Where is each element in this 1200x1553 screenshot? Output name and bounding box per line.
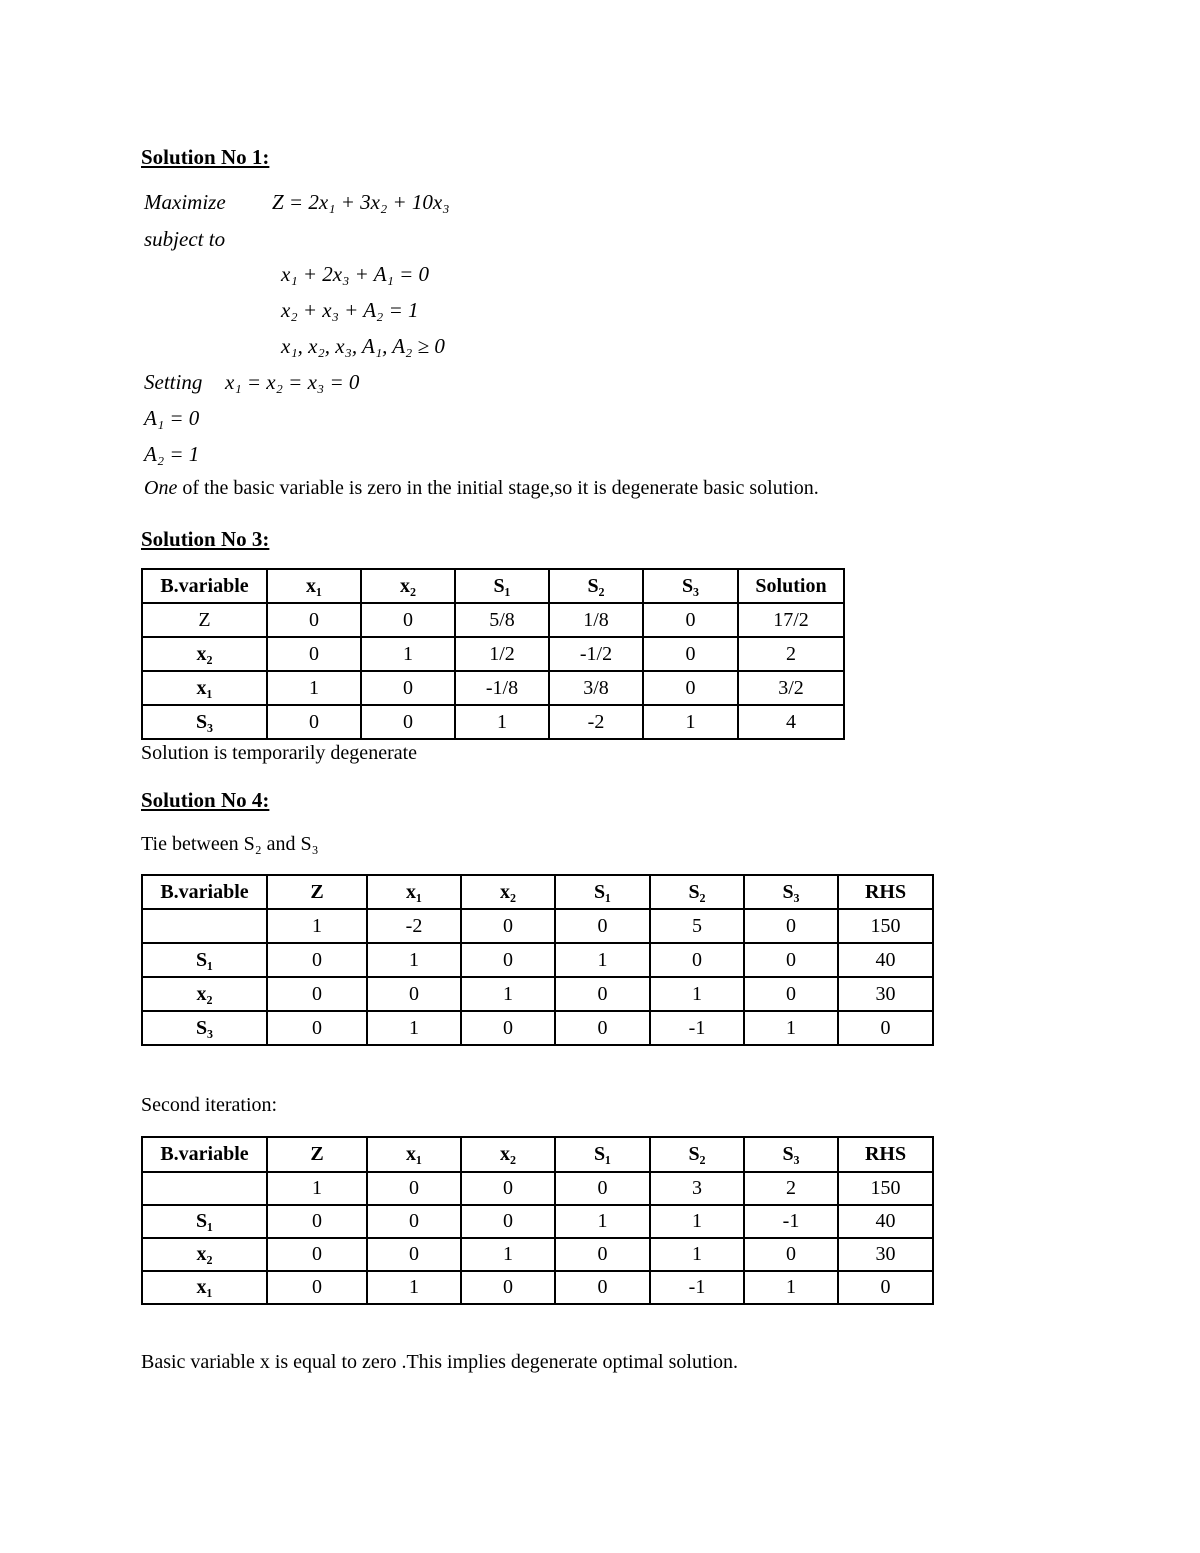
table-cell: -2 <box>549 705 643 739</box>
table-cell: 0 <box>650 943 744 977</box>
header-cell: B.variable <box>142 569 267 603</box>
table-row <box>142 1011 933 1045</box>
table-cell: 0 <box>267 1271 367 1304</box>
header-cell: x₂ <box>461 1137 555 1172</box>
table-cell: 0 <box>643 671 738 705</box>
table-cell: 0 <box>267 705 361 739</box>
table-row <box>142 1205 933 1238</box>
second-iteration-table <box>141 1136 934 1305</box>
table-cell: 0 <box>555 1011 650 1045</box>
table-row <box>142 1172 933 1205</box>
table-cell: 0 <box>838 1011 933 1045</box>
table-header-row <box>142 875 933 909</box>
conclusion-text: of the basic variable is zero in the initial stage,so it is degenerate basic solution. <box>182 477 819 499</box>
setting-equation: x₁ = x₂ = x₃ = 0 <box>225 370 360 394</box>
table-cell: x₂ <box>142 977 267 1011</box>
table-cell <box>142 909 267 943</box>
table-cell: 5/8 <box>455 603 549 637</box>
table-cell: 30 <box>838 1238 933 1271</box>
header-cell: x₂ <box>361 569 455 603</box>
degenerate-conclusion <box>144 477 819 500</box>
table-cell: 1 <box>367 1271 461 1304</box>
conclusion-italic: One <box>144 477 178 499</box>
table-cell: 0 <box>461 1172 555 1205</box>
table-row <box>142 1271 933 1304</box>
table-cell: 0 <box>267 1011 367 1045</box>
header-cell: Z <box>267 875 367 909</box>
table-cell: 1 <box>367 1011 461 1045</box>
table-cell: S₁ <box>142 1205 267 1238</box>
constraint-nonnegativity: x₁, x₂, x₃, A₁, A₂ ≥ 0 <box>281 334 445 358</box>
table-cell: 0 <box>461 1271 555 1304</box>
table-cell: 1 <box>361 637 455 671</box>
table-cell: 0 <box>744 1238 838 1271</box>
table-cell: 1 <box>367 943 461 977</box>
header-cell: S₃ <box>643 569 738 603</box>
table-cell: 0 <box>643 637 738 671</box>
tie-note: Tie between S₂ and S₃ <box>141 833 319 855</box>
optimal-conclusion: Basic variable x is equal to zero .This implies degenerate optimal solution. <box>141 1351 739 1373</box>
table-cell: x₂ <box>142 1238 267 1271</box>
constraint-2: x₂ + x₃ + A₂ = 1 <box>281 298 419 322</box>
a1-value: A₁ = 0 <box>144 406 200 430</box>
header-cell: x₂ <box>461 875 555 909</box>
table-cell: 17/2 <box>738 603 844 637</box>
table-cell: 3 <box>650 1172 744 1205</box>
header-cell: Z <box>267 1137 367 1172</box>
header-cell: B.variable <box>142 875 267 909</box>
table-cell: 40 <box>838 943 933 977</box>
table-cell: 0 <box>555 909 650 943</box>
table-cell: 1 <box>643 705 738 739</box>
solution-1-heading: Solution No 1: <box>141 145 270 169</box>
header-cell: x₁ <box>367 875 461 909</box>
table-cell: 0 <box>555 977 650 1011</box>
table-cell: 0 <box>838 1271 933 1304</box>
table-cell: 0 <box>367 1205 461 1238</box>
table-cell: 0 <box>361 671 455 705</box>
table-cell: 0 <box>461 1011 555 1045</box>
maximize-label: Maximize <box>144 190 226 214</box>
a2-value: A₂ = 1 <box>144 442 200 466</box>
table-cell: 1 <box>650 1238 744 1271</box>
table-cell: 0 <box>461 943 555 977</box>
table-cell: 0 <box>461 909 555 943</box>
solution-4-table <box>141 874 934 1046</box>
header-cell: S₁ <box>555 1137 650 1172</box>
header-cell: S₂ <box>650 1137 744 1172</box>
header-cell: S₃ <box>744 1137 838 1172</box>
table-cell: 1 <box>461 977 555 1011</box>
table-row <box>142 671 844 705</box>
header-cell: x₁ <box>367 1137 461 1172</box>
table-cell: 1 <box>267 1172 367 1205</box>
table-cell: 2 <box>744 1172 838 1205</box>
table-row <box>142 943 933 977</box>
table-cell: 1 <box>455 705 549 739</box>
table-cell: 0 <box>367 977 461 1011</box>
table-cell: 1 <box>461 1238 555 1271</box>
table-cell: 0 <box>555 1172 650 1205</box>
table-cell: x₁ <box>142 1271 267 1304</box>
table-row <box>142 637 844 671</box>
constraint-1: x₁ + 2x₃ + A₁ = 0 <box>281 262 430 286</box>
header-cell: Solution <box>738 569 844 603</box>
table-cell <box>142 1172 267 1205</box>
header-cell: S₁ <box>455 569 549 603</box>
table-cell: 0 <box>744 909 838 943</box>
table-cell: 30 <box>838 977 933 1011</box>
table-cell: S₃ <box>142 705 267 739</box>
table-cell: 0 <box>267 1238 367 1271</box>
table-cell: -1/8 <box>455 671 549 705</box>
table-header-row <box>142 569 844 603</box>
table-cell: x₂ <box>142 637 267 671</box>
table-cell: x₁ <box>142 671 267 705</box>
solution-3-table <box>141 568 845 740</box>
table-cell: 0 <box>267 977 367 1011</box>
table-cell: S₃ <box>142 1011 267 1045</box>
table-cell: 1 <box>650 1205 744 1238</box>
header-cell: B.variable <box>142 1137 267 1172</box>
setting-label: Setting <box>144 370 203 394</box>
table-row <box>142 909 933 943</box>
second-iteration-label: Second iteration: <box>141 1094 278 1116</box>
table-cell: 0 <box>267 603 361 637</box>
table-cell: -1 <box>650 1011 744 1045</box>
table-cell: 0 <box>461 1205 555 1238</box>
table-cell: 0 <box>361 603 455 637</box>
table-cell: 0 <box>555 1238 650 1271</box>
table-cell: Z <box>142 603 267 637</box>
subject-to-label: subject to <box>144 227 226 251</box>
table-cell: 1 <box>555 943 650 977</box>
table-cell: 1 <box>650 977 744 1011</box>
table-cell: -1 <box>650 1271 744 1304</box>
table-cell: 0 <box>361 705 455 739</box>
table-cell: 0 <box>267 637 361 671</box>
header-cell: S₁ <box>555 875 650 909</box>
table-cell: 0 <box>267 1205 367 1238</box>
table-cell: 0 <box>643 603 738 637</box>
table-cell: 0 <box>367 1172 461 1205</box>
header-cell: S₂ <box>650 875 744 909</box>
table-cell: 40 <box>838 1205 933 1238</box>
table-cell: 1 <box>267 909 367 943</box>
table-cell: 5 <box>650 909 744 943</box>
header-cell: S₃ <box>744 875 838 909</box>
table-cell: 1/2 <box>455 637 549 671</box>
table-cell: 0 <box>267 943 367 977</box>
table-cell: 0 <box>744 977 838 1011</box>
table-cell: 0 <box>555 1271 650 1304</box>
table-cell: S₁ <box>142 943 267 977</box>
solution-4-heading: Solution No 4: <box>141 788 270 812</box>
table-cell: 3/8 <box>549 671 643 705</box>
table-header-row <box>142 1137 933 1172</box>
table-cell: 150 <box>838 909 933 943</box>
table-cell: 150 <box>838 1172 933 1205</box>
table-cell: 0 <box>367 1238 461 1271</box>
table-cell: -1 <box>744 1205 838 1238</box>
header-cell: RHS <box>838 875 933 909</box>
table-cell: 4 <box>738 705 844 739</box>
table-row <box>142 1238 933 1271</box>
table-cell: 1 <box>267 671 361 705</box>
table-cell: 1 <box>744 1271 838 1304</box>
table-cell: -1/2 <box>549 637 643 671</box>
table-cell: 1/8 <box>549 603 643 637</box>
table-row <box>142 977 933 1011</box>
solution-3-heading: Solution No 3: <box>141 527 270 551</box>
table-cell: 3/2 <box>738 671 844 705</box>
table-cell: 0 <box>744 943 838 977</box>
table-cell: 1 <box>555 1205 650 1238</box>
table-row <box>142 603 844 637</box>
table-row <box>142 705 844 739</box>
temporarily-degenerate-note: Solution is temporarily degenerate <box>141 742 418 764</box>
header-cell: S₂ <box>549 569 643 603</box>
objective-function: Z = 2x₁ + 3x₂ + 10x₃ <box>272 190 450 214</box>
table-cell: -2 <box>367 909 461 943</box>
header-cell: x₁ <box>267 569 361 603</box>
table-cell: 2 <box>738 637 844 671</box>
table-cell: 1 <box>744 1011 838 1045</box>
header-cell: RHS <box>838 1137 933 1172</box>
